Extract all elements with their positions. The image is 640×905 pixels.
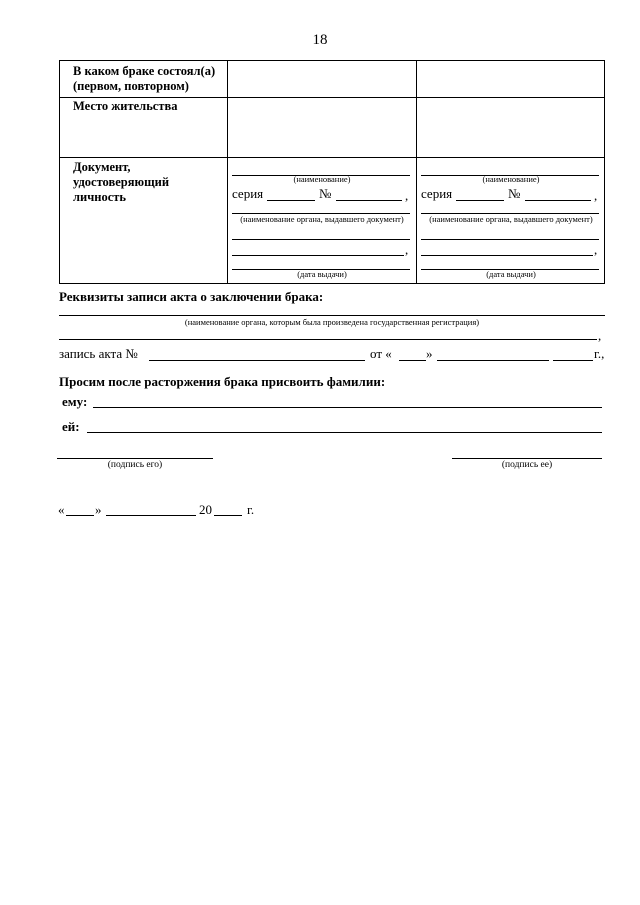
issue-date-caption: (дата выдачи) — [297, 269, 347, 279]
number-label: № — [319, 186, 332, 201]
issuer-caption: (наименование органа, выдавшего документ) — [429, 214, 593, 224]
row-divider-1 — [60, 97, 604, 98]
registry-line-2[interactable] — [59, 339, 597, 340]
his-signature-caption: (подпись его) — [107, 460, 163, 470]
series-label: серия — [232, 186, 264, 201]
record-year-field[interactable] — [553, 360, 593, 361]
identity-document-label: Документ, удостоверяющий личность — [73, 160, 170, 204]
number-field[interactable] — [525, 200, 591, 201]
number-field[interactable] — [336, 200, 402, 201]
record-number-label: запись акта № — [59, 346, 138, 361]
doc-name-caption: (наименование) — [293, 174, 351, 184]
registry-line[interactable] — [59, 315, 605, 316]
his-surname-label: ему: — [62, 394, 88, 409]
series-field[interactable] — [267, 200, 315, 201]
comma: , — [405, 188, 409, 203]
comma: , — [594, 242, 598, 257]
residence-label: Место жительства — [73, 99, 178, 113]
page-number: 18 — [312, 32, 328, 48]
comma: , — [594, 188, 598, 203]
her-signature-line[interactable] — [452, 458, 602, 459]
marriage-order-label: В каком браке состоял(а) (первом, повторном) — [73, 64, 216, 93]
column-divider-1 — [227, 61, 228, 283]
applicant-table — [59, 60, 605, 284]
issuer-line-2[interactable] — [232, 239, 410, 240]
date-close-quote: » — [95, 502, 102, 517]
series-label: серия — [421, 186, 453, 201]
record-day-field[interactable] — [399, 360, 426, 361]
date-month-field[interactable] — [106, 515, 196, 516]
date-year-field[interactable] — [214, 515, 242, 516]
doc-name-caption: (наименование) — [482, 174, 540, 184]
her-surname-field[interactable] — [87, 432, 602, 433]
registry-caption: (наименование органа, которым была произведена государственная регистрация) — [184, 317, 480, 327]
record-month-field[interactable] — [437, 360, 549, 361]
her-signature-caption: (подпись ее) — [501, 460, 553, 470]
record-date-quote-close: » — [426, 346, 433, 361]
his-signature-line[interactable] — [57, 458, 213, 459]
marriage-record-heading: Реквизиты записи акта о заключении брака: — [59, 289, 324, 304]
number-label: № — [508, 186, 521, 201]
record-number-field[interactable] — [149, 360, 365, 361]
date-day-field[interactable] — [66, 515, 94, 516]
column-divider-2 — [416, 61, 417, 283]
record-date-from-label: от « — [370, 346, 392, 361]
her-surname-label: ей: — [62, 419, 80, 434]
date-year-prefix: 20 — [199, 502, 212, 517]
issuer-line-2[interactable] — [421, 239, 599, 240]
issuer-line-3[interactable] — [232, 255, 404, 256]
surnames-heading: Просим после расторжения брака присвоить фамилии: — [59, 374, 386, 389]
his-surname-field[interactable] — [93, 407, 602, 408]
date-open-quote: « — [58, 502, 65, 517]
row-divider-2 — [60, 157, 604, 158]
issue-date-caption: (дата выдачи) — [486, 269, 536, 279]
series-field[interactable] — [456, 200, 504, 201]
date-year-suffix: г. — [247, 502, 255, 517]
comma: , — [598, 328, 602, 343]
comma: , — [405, 242, 409, 257]
issuer-line-3[interactable] — [421, 255, 593, 256]
record-year-suffix: г., — [594, 346, 605, 361]
issuer-caption: (наименование органа, выдавшего документ) — [240, 214, 404, 224]
